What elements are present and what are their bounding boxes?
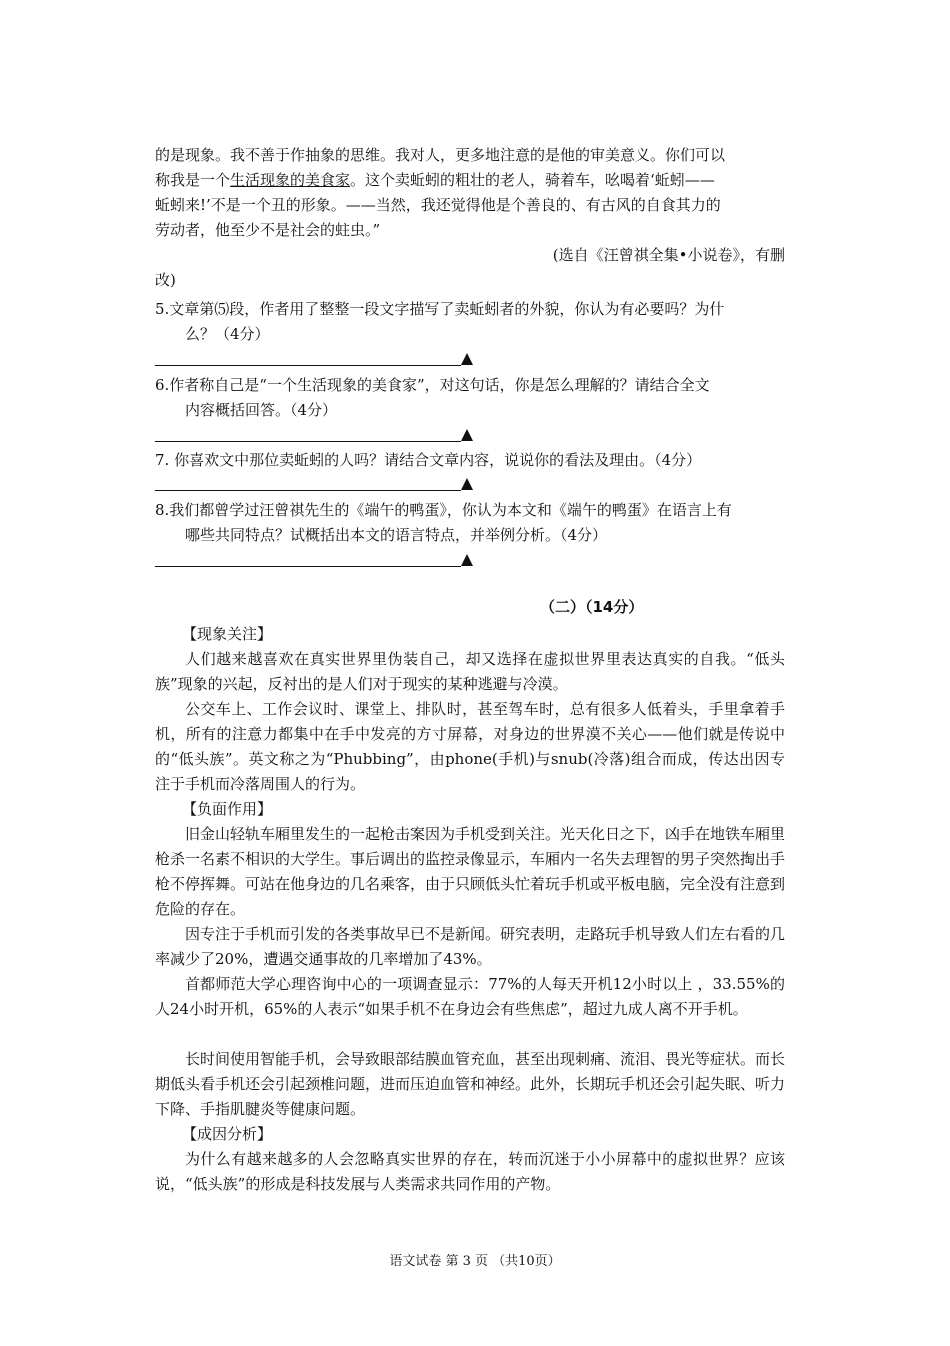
passage-line-3: 蚯蚓来!’不是一个丑的形象。——当然，我还觉得他是个善良的、有古风的自食其力的 [155, 196, 721, 214]
passage-line-4: 劳动者，他至少不是社会的蛀虫。” [155, 221, 381, 239]
answer-marker-icon [461, 353, 473, 365]
paragraph-4: 因专注于手机而引发的各类事故早已不是新闻。研究表明，走路玩手机导致人们左右看的几率减少了20%，遭遇交通事故的几率增加了43%。 [155, 925, 786, 968]
paragraph-7: 为什么有越来越多的人会忽略真实世界的存在，转而沉迷于小小屏幕中的虚拟世界？应该说，“低头族”的形成是科技发展与人类需求共同作用的产物。 [155, 1150, 785, 1193]
passage-line-1: 的是现象。我不善于作抽象的思维。我对人，更多地注意的是他的审美意义。你们可以 [155, 146, 726, 164]
answer-line-8[interactable] [155, 566, 461, 567]
question-7 [155, 448, 785, 473]
question-5-line-1: 5.文章第⑸段，作者用了整整一段文字描写了卖蚯蚓者的外貌，你认为有必要吗？为什 [155, 300, 725, 318]
question-8-line-2: 哪些共同特点？试概括出本文的语言特点，并举例分析。（4分） [185, 526, 608, 544]
heading-negative-effects: 【负面作用】 [182, 800, 273, 818]
source-citation [155, 243, 785, 293]
section-title: （二）（14分） [540, 598, 644, 616]
heading-cause-analysis: 【成因分析】 [182, 1125, 273, 1143]
question-5 [155, 297, 785, 347]
answer-line-7[interactable] [155, 490, 461, 491]
question-7-line-1: 7. 你喜欢文中那位卖蚯蚓的人吗？请结合文章内容，说说你的看法及理由。（4分） [155, 451, 702, 469]
passage-line-2-post: 。这个卖蚯蚓的粗壮的老人，骑着车，吆喝着‘蚯蚓—— [350, 171, 715, 189]
paragraph-3: 旧金山轻轨车厢里发生的一起枪击案因为手机受到关注。光天化日之下，凶手在地铁车厢里枪杀一名素不相识的大学生。事后调出的监控录像显示，车厢内一名失去理智的男子突然掏出手枪不停挥舞。可站在他身边的几名乘客，由于只顾低头忙着玩手机或平板电脑，完全没有注意到危险的存在。 [155, 825, 786, 918]
paragraph-2: 公交车上、工作会议时、课堂上、排队时，甚至驾车时，总有很多人低着头，手里拿着手机，所有的注意力都集中在手中发亮的方寸屏幕，对身边的世界漠不关心——他们就是传说中的“低头族”。英文称之为“Phubbing”，由phone(手机)与snub(冷落)组合而成，传达出因专注于手机而冷落周围人的行为。 [155, 700, 785, 793]
answer-marker-icon [461, 554, 473, 566]
passage-line-2-pre: 称我是一个 [155, 171, 231, 189]
answer-line-5[interactable] [155, 365, 461, 366]
source-line-2: 改) [155, 271, 176, 289]
answer-marker-icon [461, 478, 473, 490]
question-8 [155, 498, 785, 548]
question-6-line-1: 6.作者称自己是“一个生活现象的美食家”，对这句话，你是怎么理解的？请结合全文 [155, 376, 710, 394]
answer-marker-icon [461, 429, 473, 441]
paragraph-1: 人们越来越喜欢在真实世界里伪装自己，却又选择在虚拟世界里表达真实的自我。“低头族”现象的兴起，反衬出的是人们对于现实的某种逃避与冷漠。 [155, 650, 785, 693]
paragraph-6: 长时间使用智能手机，会导致眼部结膜血管充血，甚至出现刺痛、流泪、畏光等症状。而长期低头看手机还会引起颈椎问题，进而压迫血管和神经。此外，长期玩手机还会引起失眠、听力下降、手指肌腱炎等健康问题。 [155, 1050, 786, 1118]
question-6 [155, 373, 785, 423]
question-5-line-2: 么？（4分） [185, 325, 270, 343]
passage-end [155, 143, 785, 243]
page-footer: 语文试卷 第 3 页 （共10页） [389, 1254, 561, 1269]
source-line-1: (选自《汪曾祺全集•小说卷》，有删 [552, 246, 785, 264]
answer-line-6[interactable] [155, 441, 461, 442]
paragraph-5: 首都师范大学心理咨询中心的一项调查显示：77%的人每天开机12小时以上 ，33.55%的人24小时开机，65%的人表示“如果手机不在身边会有些焦虑”，超过九成人离不开手机。 [155, 975, 785, 1018]
heading-phenomenon: 【现象关注】 [182, 625, 273, 643]
question-6-line-2: 内容概括回答。（4分） [185, 401, 338, 419]
question-8-line-1: 8.我们都曾学过汪曾祺先生的《端午的鸭蛋》，你认为本文和《端午的鸭蛋》在语言上有 [155, 501, 732, 519]
underlined-phrase: 生活现象的美食家 [230, 171, 351, 189]
